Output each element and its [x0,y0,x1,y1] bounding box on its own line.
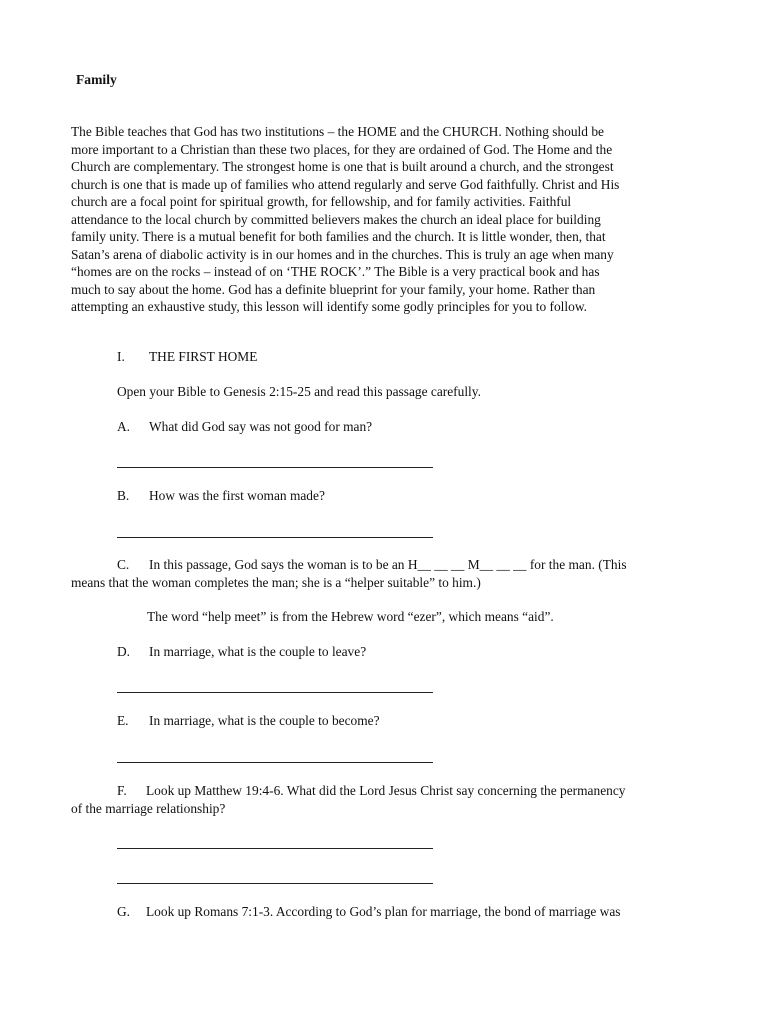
answer-line-b[interactable] [117,537,433,538]
intro-line: attendance to the local church by committed believers makes the church an ideal place for building [71,211,601,227]
intro-line: much to say about the home. God has a definite blueprint for your family, your home. Rather than [71,281,596,297]
answer-line-a[interactable] [117,467,433,468]
question-c-line-2: means that the woman completes the man; she is a “helper suitable” to him.) [71,574,481,590]
question-text: In this passage, God says the woman is to be an H__ __ __ M__ __ __ for the man. (This [149,557,627,572]
section-heading [117,348,257,366]
intro-line: attempting an exhaustive study, this lesson will identify some godly principles for you to follow. [71,299,587,314]
intro-line: “homes are on the rocks – instead of on ‘THE ROCK’.” The Bible is a very practical book and has [71,264,600,279]
intro-line: more important to a Christian than these two places, for they are ordained of God. The Home and the [71,141,613,157]
intro-line: Church are complementary. The strongest home is one that is built around a church, and the strongest [71,159,614,174]
section-title: THE FIRST HOME [149,349,258,364]
question-text: How was the first woman made? [149,488,325,503]
answer-line-f-1[interactable] [117,848,433,849]
question-letter: B. [117,488,130,503]
question-text: Look up Matthew 19:4-6. What did the Lord Jesus Christ say concerning the permanency [146,783,626,798]
question-letter: F. [117,783,127,798]
section-number: I. [117,349,125,364]
question-f [71,782,711,817]
question-e [117,712,380,730]
question-text: Look up Romans 7:1-3. According to God’s plan for marriage, the bond of marriage was [146,904,621,919]
intro-paragraph [71,123,691,316]
question-a [117,418,372,436]
answer-line-f-2[interactable] [117,883,433,884]
question-f-line-1 [71,782,711,800]
question-text: In marriage, what is the couple to leave? [149,644,367,659]
section-instruction: Open your Bible to Genesis 2:15-25 and read this passage carefully. [117,384,481,399]
question-text: What did God say was not good for man? [149,419,373,434]
question-letter: G. [117,904,131,919]
question-c-note: The word “help meet” is from the Hebrew word “ezer”, which means “aid”. [147,609,554,624]
question-letter: D. [117,644,131,659]
intro-line: The Bible teaches that God has two institutions – the HOME and the CHURCH. Nothing should be [71,124,604,139]
intro-line: Satan’s arena of diabolic activity is in our homes and in the churches. This is truly an age when many [71,246,614,262]
question-d [117,643,366,661]
document-title: Family [76,72,117,87]
question-f-line-2: of the marriage relationship? [71,800,226,816]
question-letter: A. [117,419,131,434]
answer-line-e[interactable] [117,762,433,763]
question-c-line-1 [71,556,711,574]
question-letter: E. [117,713,129,728]
question-text: In marriage, what is the couple to become? [149,713,380,728]
intro-line: church is one that is made up of families who attend regularly and serve God faithfully. Christ and His [71,176,620,192]
question-c [71,556,711,591]
question-g [117,903,621,921]
intro-line: church are a focal point for spiritual growth, for fellowship, and for family activities. Faithful [71,194,572,209]
question-b [117,487,325,505]
question-letter: C. [117,557,130,572]
answer-line-d[interactable] [117,692,433,693]
intro-line: family unity. There is a mutual benefit for both families and the church. It is little wonder, then, that [71,229,606,244]
